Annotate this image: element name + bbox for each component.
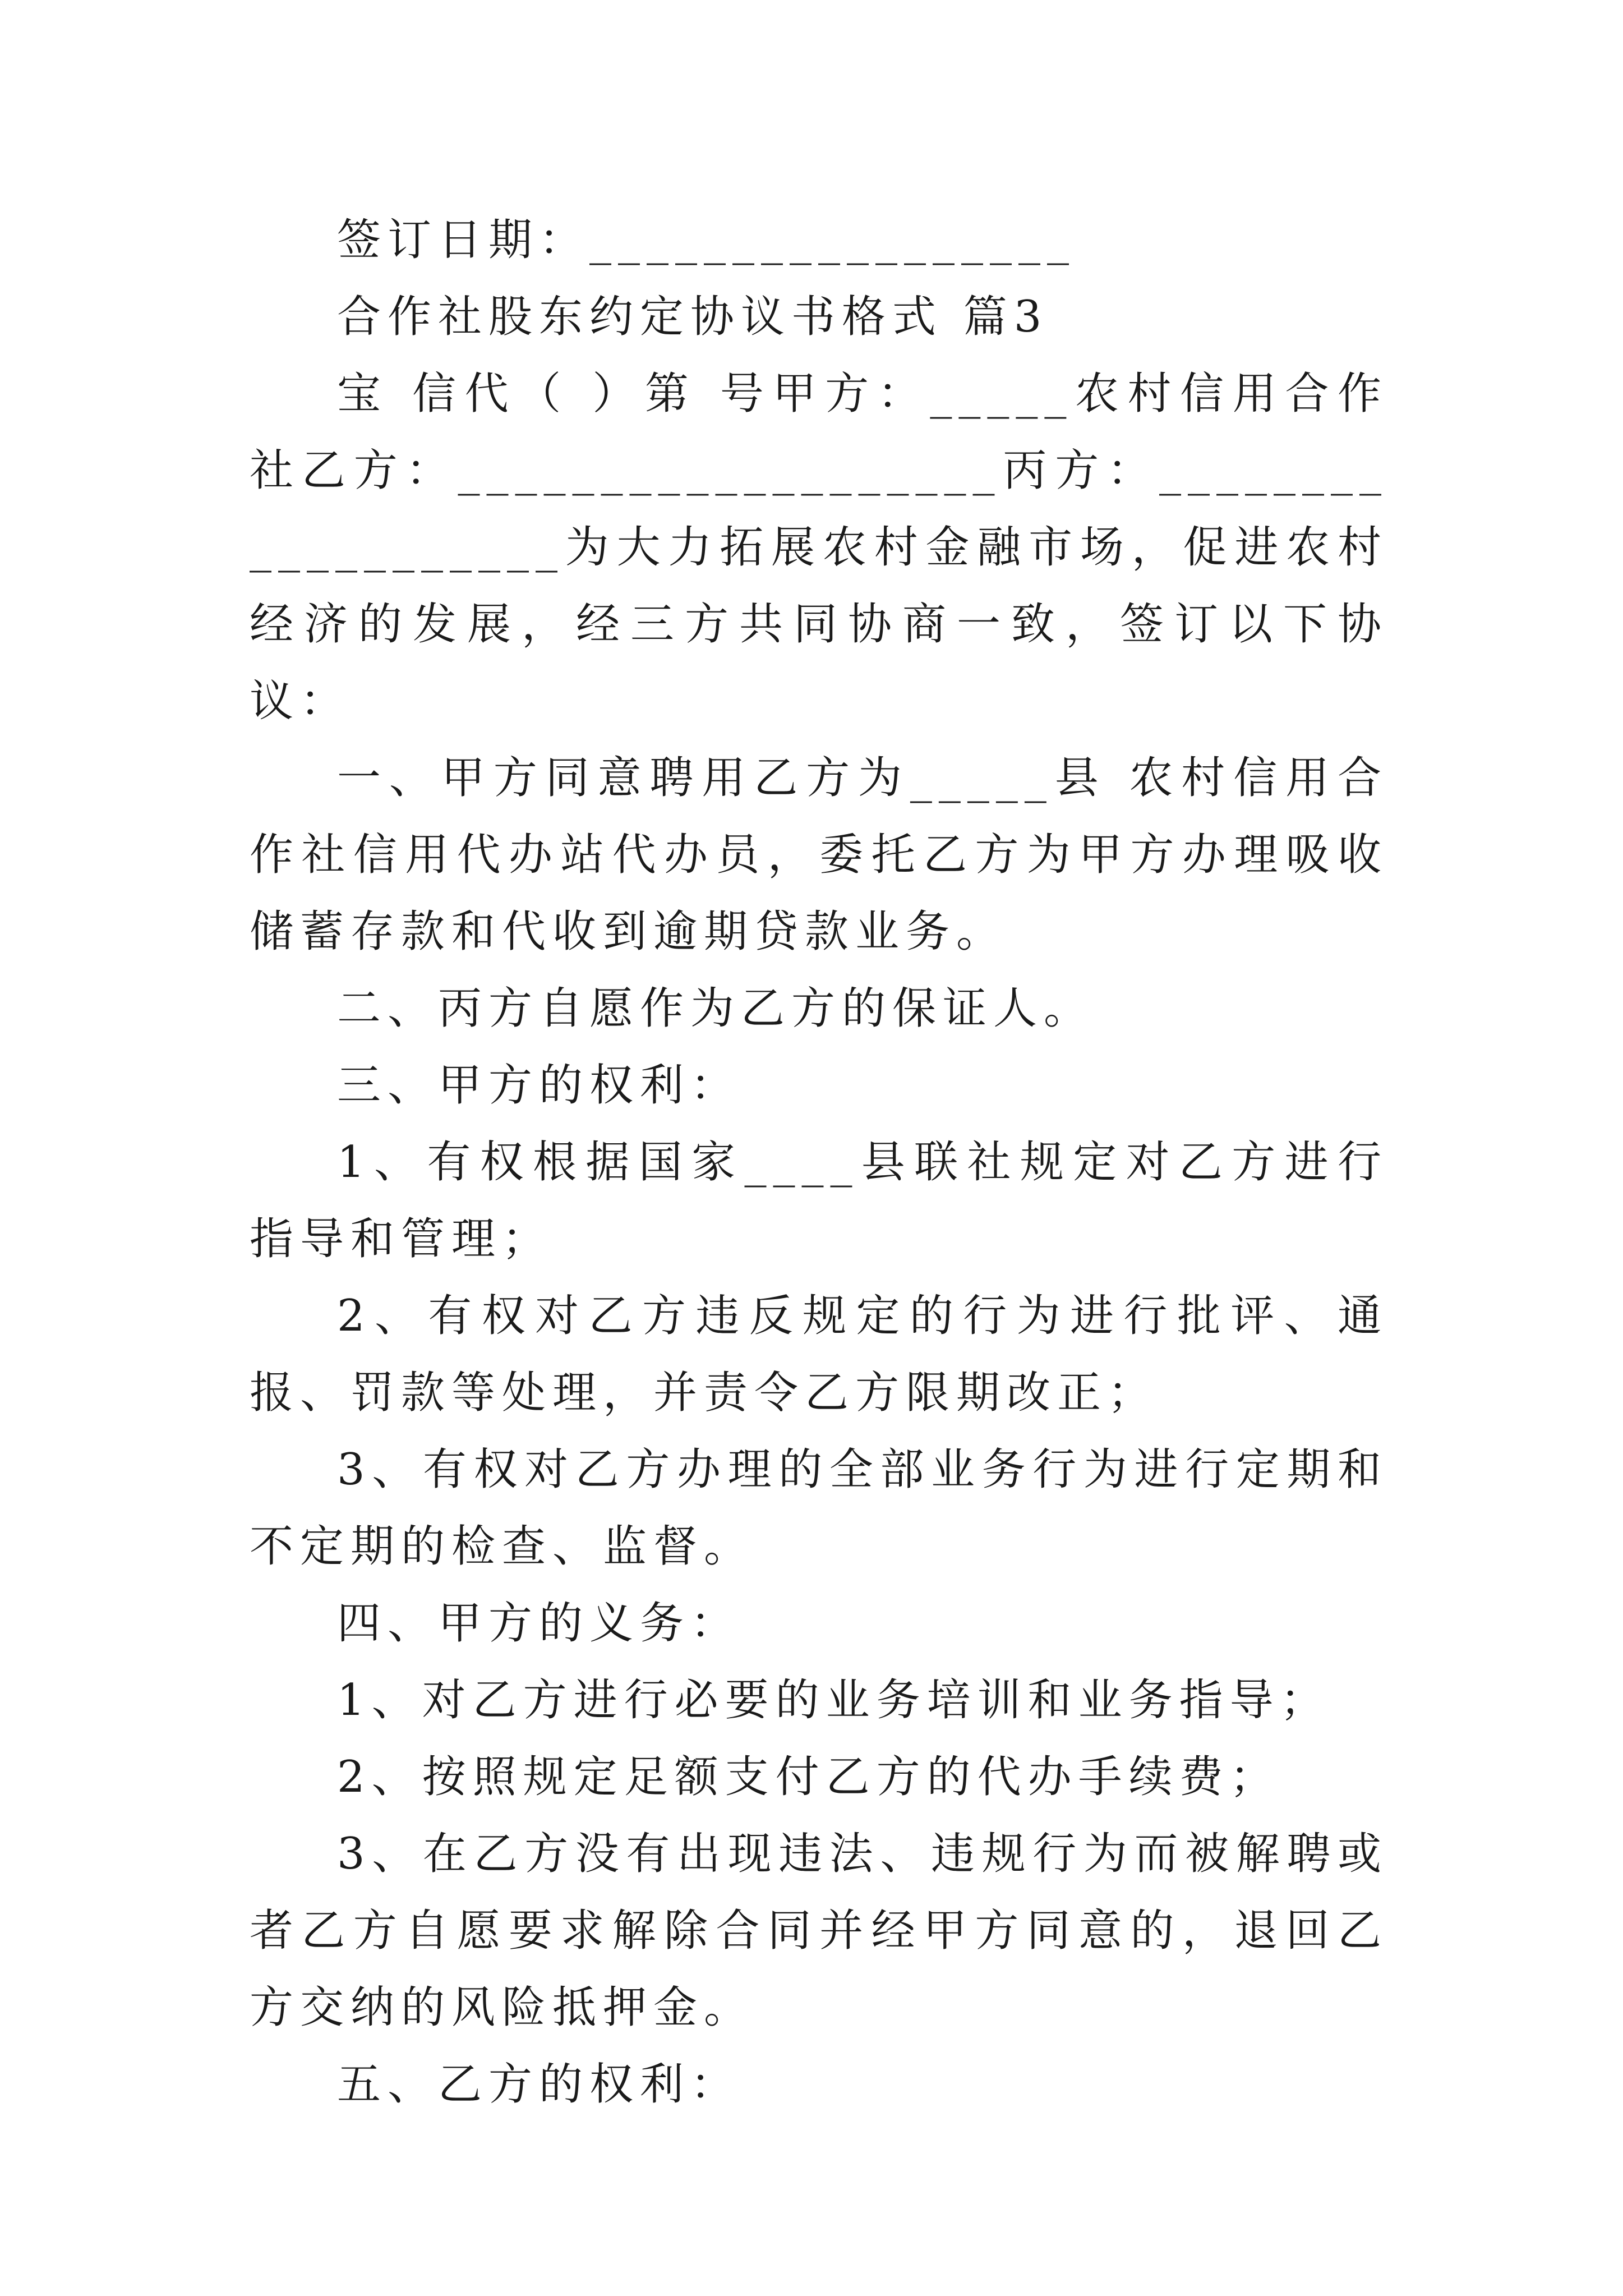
clause-3-item-3: 3、有权对乙方办理的全部业务行为进行定期和不定期的检查、监督。 — [250, 1444, 1388, 1572]
agreement-preamble: 宝 信代（ ）第 号甲方：_____农村信用合作社乙方：___________________丙方：___________________为大力拓展农村金融市场，促进农村经济的发展，经三方共同协商一致，签订以下协议： — [250, 369, 1388, 726]
document-body — [250, 202, 1388, 2123]
clause-4-item-3: 3、在乙方没有出现违法、违规行为而被解聘或者乙方自愿要求解除合同并经甲方同意的，退回乙方交纳的风险抵押金。 — [250, 1829, 1388, 2033]
section-title: 合作社股东约定协议书格式 篇3 — [337, 292, 1049, 342]
clause-4-item-1: 1、对乙方进行必要的业务培训和业务指导； — [337, 1675, 1331, 1726]
clause-1: 一、甲方同意聘用乙方为_____县 农村信用合作社信用代办站代办员，委托乙方为甲方办理吸收储蓄存款和代收到逾期贷款业务。 — [250, 753, 1388, 957]
clause-4-item-2: 2、按照规定足额支付乙方的代办手续费； — [337, 1752, 1280, 1802]
clause-5-heading: 五、乙方的权利： — [337, 2059, 741, 2110]
clause-3-item-1: 1、有权根据国家____县联社规定对乙方进行指导和管理； — [250, 1137, 1388, 1264]
clause-2: 二、丙方自愿作为乙方的保证人。 — [337, 983, 1095, 1034]
clause-3-item-2: 2、有权对乙方违反规定的行为进行批评、通报、罚款等处理，并责令乙方限期改正； — [250, 1291, 1388, 1418]
signing-date-line: 签订日期：_________________ — [337, 215, 1076, 265]
clause-4-heading: 四、甲方的义务： — [337, 1598, 741, 1649]
clause-3-heading: 三、甲方的权利： — [337, 1060, 741, 1111]
